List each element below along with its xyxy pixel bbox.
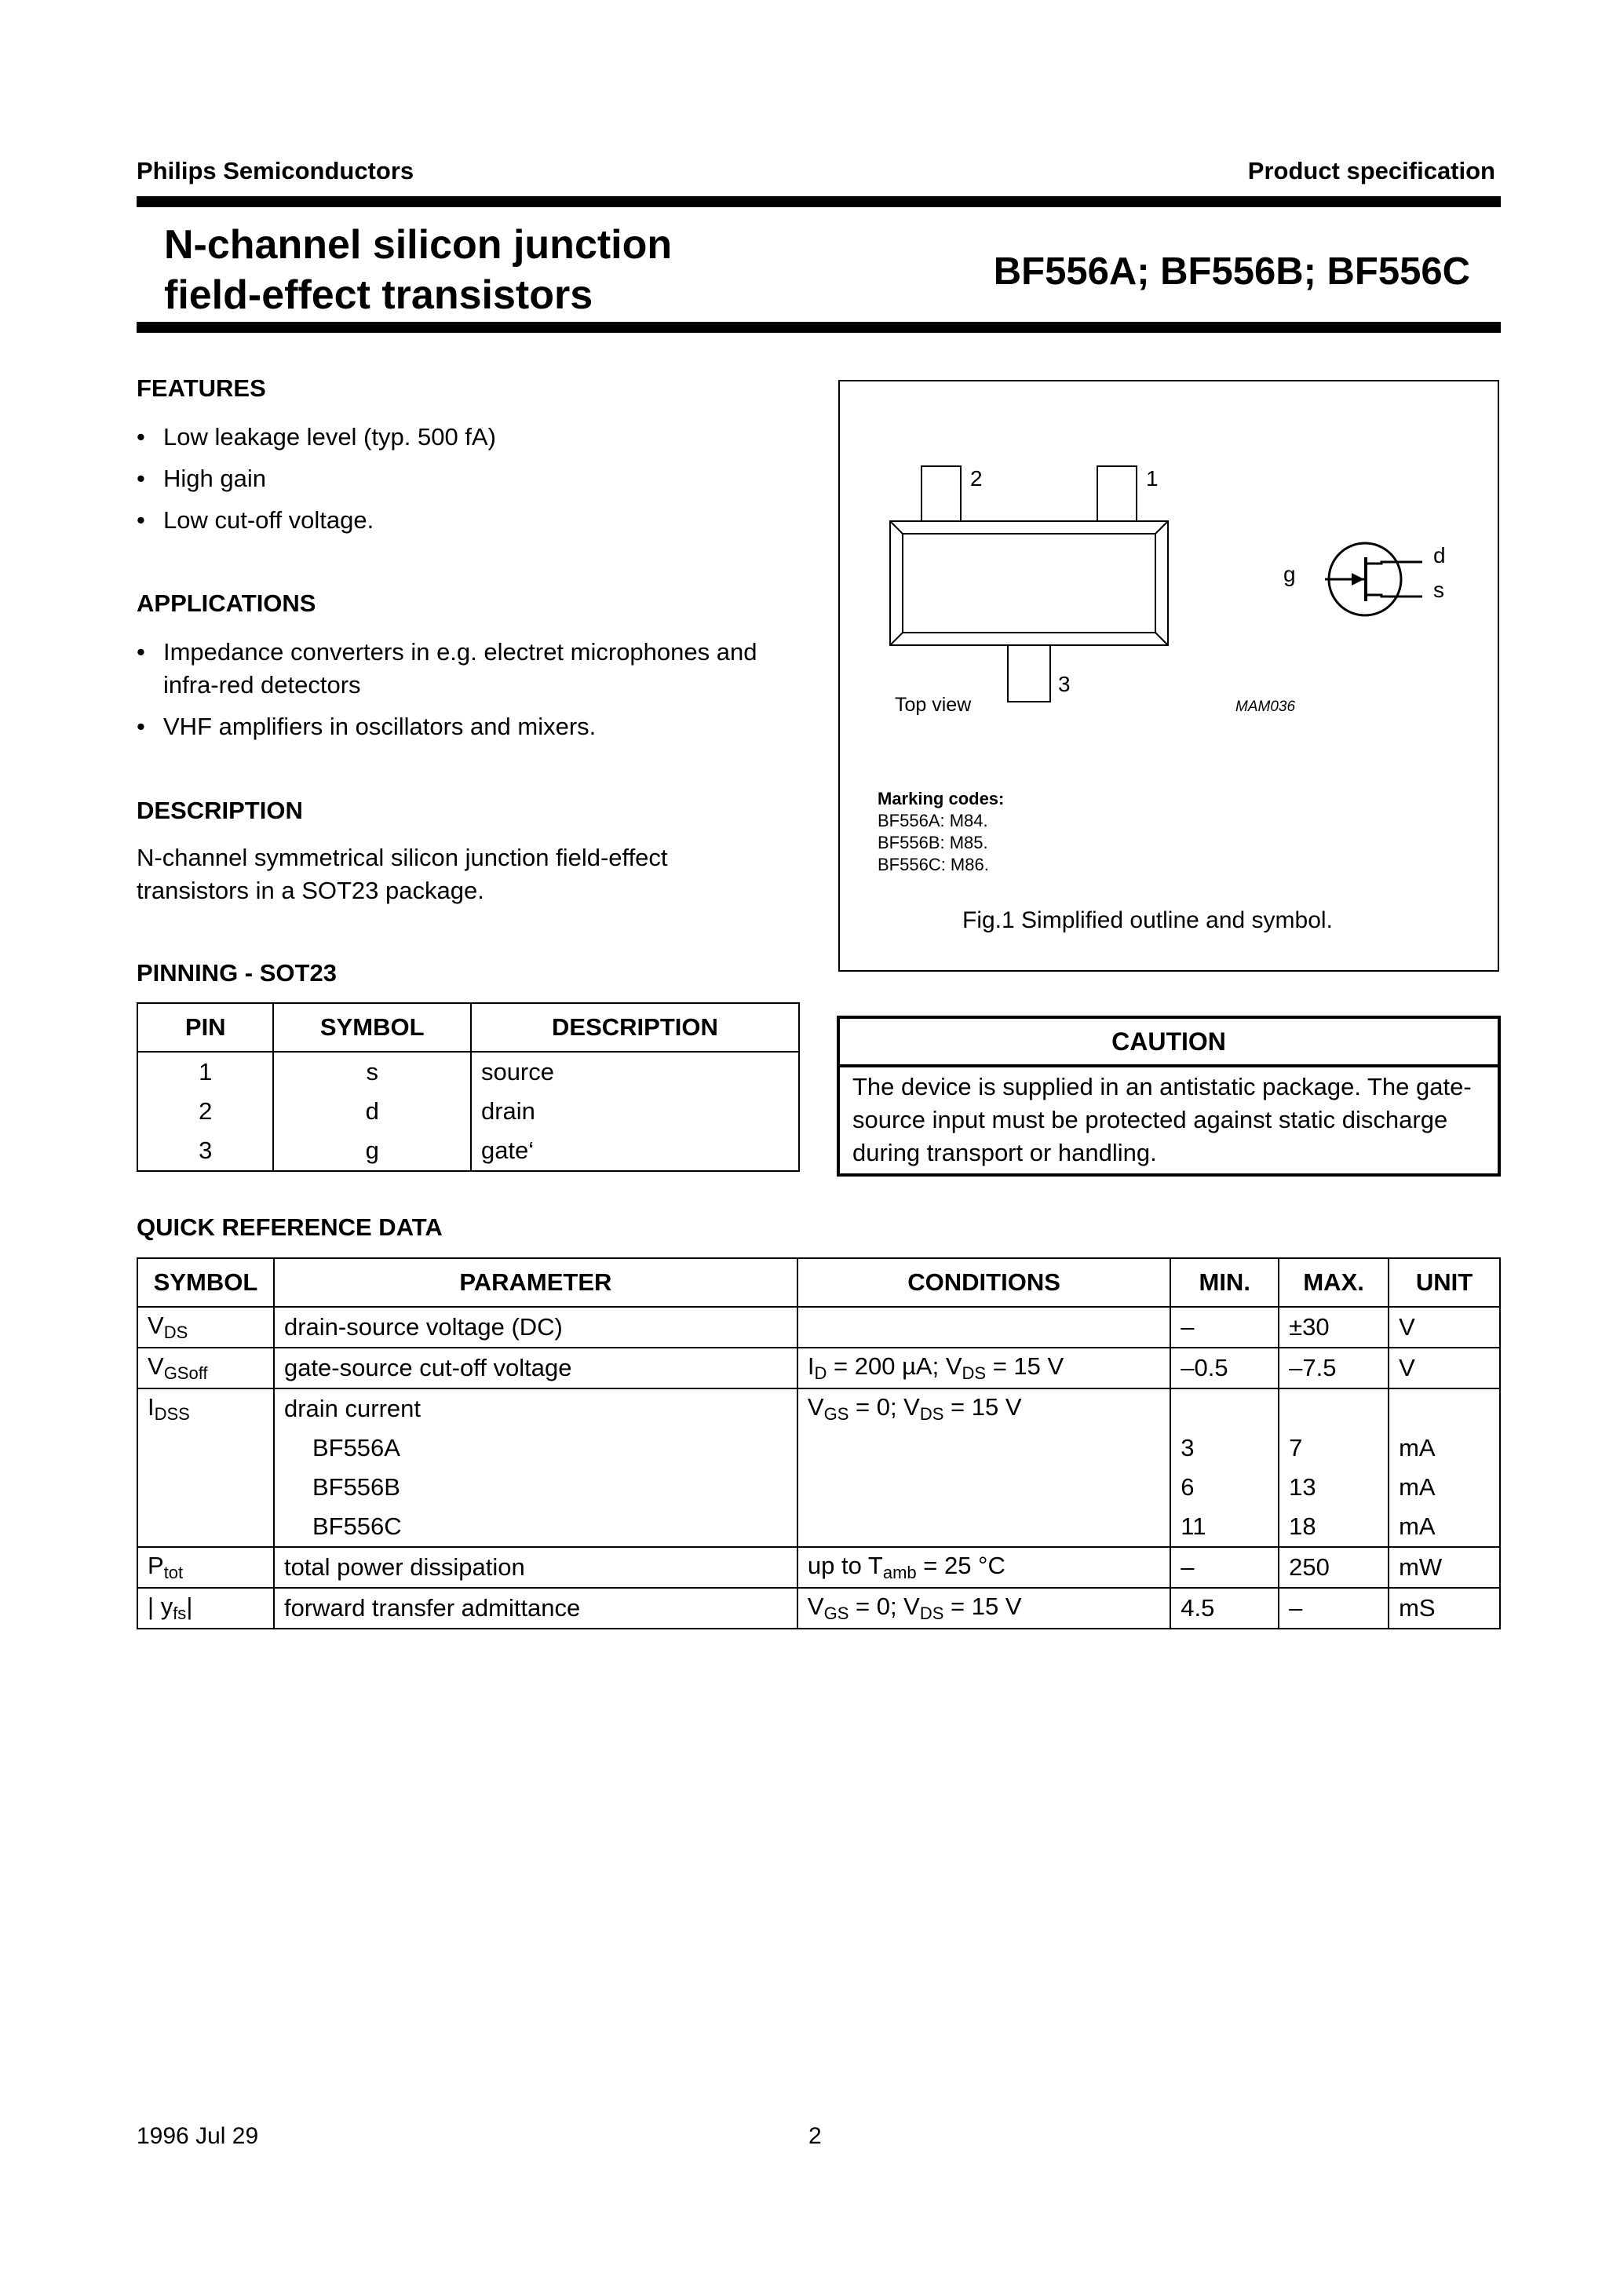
table-row bbox=[137, 1428, 1500, 1468]
pin-cell: 2 bbox=[137, 1092, 273, 1131]
description-heading: DESCRIPTION bbox=[137, 797, 303, 824]
max-cell: 13 bbox=[1279, 1468, 1389, 1507]
symbol-cell: $V_{DS}$ bbox=[137, 1307, 274, 1348]
table-row bbox=[137, 1307, 1500, 1348]
min-cell: 6 bbox=[1170, 1468, 1279, 1507]
pin-label: 1 bbox=[1146, 466, 1159, 491]
unit-cell: mA bbox=[1389, 1428, 1500, 1468]
pinning-table bbox=[137, 1002, 800, 1172]
part-numbers: BF556A; BF556B; BF556C bbox=[993, 250, 1470, 293]
column-header: CONDITIONS bbox=[797, 1258, 1170, 1307]
table-row bbox=[137, 1052, 799, 1092]
top-view-label: Top view bbox=[895, 694, 972, 716]
title-line-1: N-channel silicon junction bbox=[164, 222, 673, 268]
parameter-cell: drain current bbox=[274, 1388, 797, 1428]
column-header: DESCRIPTION bbox=[471, 1003, 799, 1052]
table-row bbox=[137, 1092, 799, 1131]
symbol-cell: $V_{GSoff}$ bbox=[137, 1348, 274, 1388]
min-cell: 3 bbox=[1170, 1428, 1279, 1468]
figure-caption: Fig.1 Simplified outline and symbol. bbox=[962, 907, 1333, 933]
list-item: • Low cut-off voltage. bbox=[137, 504, 812, 537]
symbol-cell: $I_{DSS}$ bbox=[137, 1388, 274, 1428]
symbol-cell: d bbox=[273, 1092, 470, 1131]
title-rule bbox=[137, 322, 1501, 333]
conditions-cell bbox=[797, 1307, 1170, 1348]
max-cell: – bbox=[1279, 1588, 1389, 1629]
pinning-heading: PINNING - SOT23 bbox=[137, 959, 337, 987]
unit-cell: V bbox=[1389, 1348, 1500, 1388]
gate-label: g bbox=[1283, 562, 1296, 586]
column-header: MAX. bbox=[1279, 1258, 1389, 1307]
description-text: N-channel symmetrical silicon junction field-effect transistors in a SOT23 package. bbox=[137, 844, 668, 904]
max-cell: –7.5 bbox=[1279, 1348, 1389, 1388]
column-header: SYMBOL bbox=[273, 1003, 470, 1052]
symbol-cell: $P_{tot}$ bbox=[137, 1547, 274, 1588]
description-cell: gate‘ bbox=[471, 1131, 799, 1171]
min-cell: – bbox=[1170, 1307, 1279, 1348]
conditions-cell: $I_D = 200$ µA; $V_{DS} = 15$ V bbox=[797, 1348, 1170, 1388]
features-heading: FEATURES bbox=[137, 374, 266, 402]
pin-1-lead bbox=[1097, 466, 1137, 523]
unit-cell: mW bbox=[1389, 1547, 1500, 1588]
description-cell: drain bbox=[471, 1092, 799, 1131]
unit-cell: mA bbox=[1389, 1468, 1500, 1507]
pin-label: 3 bbox=[1058, 672, 1071, 696]
max-cell: ±30 bbox=[1279, 1307, 1389, 1348]
list-item: • Low leakage level (typ. 500 fA) bbox=[137, 421, 812, 454]
unit-cell: mA bbox=[1389, 1507, 1500, 1547]
list-item: • High gain bbox=[137, 462, 812, 495]
footer-date: 1996 Jul 29 bbox=[137, 2123, 259, 2149]
min-cell: 4.5 bbox=[1170, 1588, 1279, 1629]
parameter-cell: gate-source cut-off voltage bbox=[274, 1348, 797, 1388]
page-title bbox=[164, 220, 672, 320]
symbol-cell: | $y_{fs}|$ bbox=[137, 1588, 274, 1629]
marking-title: Marking codes: bbox=[878, 789, 1005, 808]
column-header: SYMBOL bbox=[137, 1258, 274, 1307]
drain-label: d bbox=[1433, 543, 1446, 567]
conditions-cell: $V_{GS} = 0$; $V_{DS} = 15$ V bbox=[797, 1388, 1170, 1428]
table-row bbox=[137, 1547, 1500, 1588]
page-number: 2 bbox=[808, 2123, 822, 2149]
conditions-cell: $V_{GS} = 0$; $V_{DS} = 15$ V bbox=[797, 1588, 1170, 1629]
unit-cell: V bbox=[1389, 1307, 1500, 1348]
symbol-cell: g bbox=[273, 1131, 470, 1171]
pin-2-lead bbox=[921, 466, 961, 523]
caution-box bbox=[837, 1016, 1501, 1177]
variant-cell: BF556B bbox=[274, 1468, 797, 1507]
caution-title: CAUTION bbox=[840, 1019, 1498, 1067]
source-label: s bbox=[1433, 578, 1444, 602]
column-header: UNIT bbox=[1389, 1258, 1500, 1307]
caution-text: The device is supplied in an antistatic package. The gate-source input must be protected against static discharge during transport or handling. bbox=[852, 1073, 1472, 1166]
applications-list bbox=[137, 636, 812, 752]
parameter-cell: total power dissipation bbox=[274, 1547, 797, 1588]
applications-heading: APPLICATIONS bbox=[137, 589, 316, 617]
column-header: PIN bbox=[137, 1003, 273, 1052]
marking-codes bbox=[878, 788, 1004, 876]
max-cell: 7 bbox=[1279, 1428, 1389, 1468]
quick-ref-table bbox=[137, 1257, 1501, 1629]
pin-cell: 1 bbox=[137, 1052, 273, 1092]
package-outline-diagram bbox=[840, 381, 1498, 970]
symbol-cell: s bbox=[273, 1052, 470, 1092]
list-item: • VHF amplifiers in oscillators and mixers. bbox=[137, 710, 812, 743]
marking-code: BF556B: M85. bbox=[878, 833, 988, 852]
gate-arrow bbox=[1352, 573, 1364, 586]
title-line-2: field-effect transistors bbox=[164, 272, 593, 318]
marking-code: BF556C: M86. bbox=[878, 855, 989, 874]
conditions-cell: up to $T_{amb} = 25$ °C bbox=[797, 1547, 1170, 1588]
features-list bbox=[137, 421, 812, 545]
column-header: PARAMETER bbox=[274, 1258, 797, 1307]
max-cell: 18 bbox=[1279, 1507, 1389, 1547]
min-cell: – bbox=[1170, 1547, 1279, 1588]
description-cell: source bbox=[471, 1052, 799, 1092]
variant-cell: BF556C bbox=[274, 1507, 797, 1547]
marking-code: BF556A: M84. bbox=[878, 811, 988, 830]
table-row bbox=[137, 1507, 1500, 1547]
figure-box bbox=[838, 380, 1499, 972]
quick-ref-heading: QUICK REFERENCE DATA bbox=[137, 1213, 443, 1241]
min-cell: –0.5 bbox=[1170, 1348, 1279, 1388]
header-rule bbox=[137, 196, 1501, 207]
doc-type: Product specification bbox=[1247, 157, 1495, 184]
table-row bbox=[137, 1388, 1500, 1428]
package-body bbox=[890, 521, 1168, 645]
min-cell: 11 bbox=[1170, 1507, 1279, 1547]
max-cell: 250 bbox=[1279, 1547, 1389, 1588]
parameter-cell: forward transfer admittance bbox=[274, 1588, 797, 1629]
table-row bbox=[137, 1348, 1500, 1388]
table-row bbox=[137, 1468, 1500, 1507]
table-header-row bbox=[137, 1003, 799, 1052]
pin-cell: 3 bbox=[137, 1131, 273, 1171]
pin-label: 2 bbox=[970, 466, 983, 491]
table-row bbox=[137, 1588, 1500, 1629]
company-name: Philips Semiconductors bbox=[137, 157, 414, 184]
unit-cell: mS bbox=[1389, 1588, 1500, 1629]
table-header-row bbox=[137, 1258, 1500, 1307]
table-row bbox=[137, 1131, 799, 1171]
parameter-cell: drain-source voltage (DC) bbox=[274, 1307, 797, 1348]
list-item: • Impedance converters in e.g. electret microphones and infra-red detectors bbox=[137, 636, 812, 702]
variant-cell: BF556A bbox=[274, 1428, 797, 1468]
figure-code: MAM036 bbox=[1235, 699, 1296, 715]
column-header: MIN. bbox=[1170, 1258, 1279, 1307]
pin-3-lead bbox=[1008, 645, 1050, 702]
